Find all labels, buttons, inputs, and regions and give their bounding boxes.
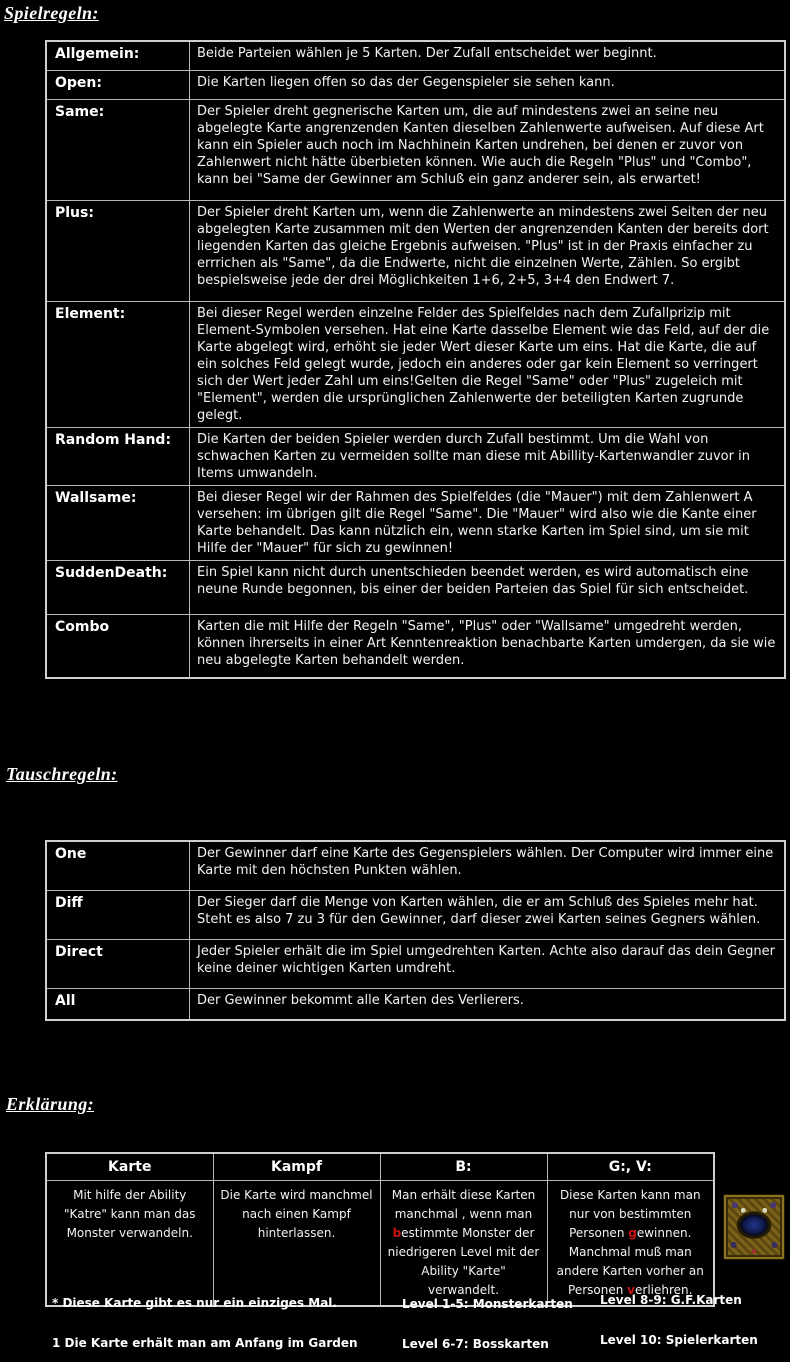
rule-label: Same: <box>46 100 190 201</box>
rule-row <box>46 201 785 302</box>
erklaerung-cell-karte <box>46 1181 213 1307</box>
rule-row <box>46 100 785 201</box>
card-back-image <box>723 1194 785 1260</box>
footnote-level-10: Level 10: Spielerkarten <box>600 1333 758 1347</box>
rule-row <box>46 486 785 561</box>
footnote-level-1-5: Level 1-5: Monsterkarten <box>402 1297 573 1311</box>
trade-rule-row <box>46 989 785 1021</box>
footnote-level-6-7: Level 6-7: Bosskarten <box>402 1337 549 1351</box>
cell-text: estimmte Monster der niedrigeren Level mit der Ability "Karte" verwandelt. <box>387 1226 540 1297</box>
spielregeln-table <box>45 40 786 679</box>
erklaerung-cell-gv <box>547 1181 714 1307</box>
trade-rule-row <box>46 891 785 940</box>
rule-text: Die Karten liegen offen so das der Gegenspieler sie sehen kann. <box>190 71 786 100</box>
rule-label: Open: <box>46 71 190 100</box>
column-header-karte: Karte <box>46 1153 213 1181</box>
footnote-garden-card: 1 Die Karte erhält man am Anfang im Garden <box>52 1336 358 1350</box>
rule-label: Combo <box>46 615 190 679</box>
rule-text: Ein Spiel kann nicht durch unentschieden beendet werden, es wird automatisch eine neune Runde begonnen, bis einer der beiden Parteien das Spiel für sich entscheidet. <box>190 561 786 615</box>
erklaerung-cell-b <box>380 1181 547 1307</box>
rule-text: Bei dieser Regel werden einzelne Felder des Spielfeldes nach dem Zufallprizip mit Element-Symbolen versehen. Hat eine Karte dasselbe Element wie das Feld, auf der die Karte abgelegt wird, erhöht sie jeder Wert dieser Karte um eins. Hat die Karte, die auf ein solches Feld gelegt wurde, jedoch ein anderes oder gar kein Element so verringert sich der Wert jeder Zahl um eins!Gelten die Regel "Same" oder "Plus" zugeleich mit "Element", werden die ursprünglichen Zahlenwerte der beteiligten Karten zugrunde gelegt. <box>190 302 786 428</box>
cell-text: erliehren. <box>635 1283 693 1297</box>
trade-rule-label: One <box>46 841 190 891</box>
trade-rule-label: All <box>46 989 190 1021</box>
rule-text: Der Spieler dreht Karten um, wenn die Zahlenwerte an mindestens zwei Seiten der neu abgelegten Karte zusammen mit den Werten der angrenzenden Kanten der bereits dort liegenden Karten das gleiche Ergebnis aufweisen. "Plus" ist in der Praxis einfacher zu errrichen als "Same", da die Endwerte, nicht die einzelnen Werte, Zählen. So ergibt bespielsweise jede der drei Möglichkeiten 1+6, 2+5, 3+4 den Endwert 7. <box>190 201 786 302</box>
rule-text: Der Spieler dreht gegnerische Karten um, die auf mindestens zwei an seine neu abgelegte Karte angrenzenden Kanten dieselben Zahlenwerte aufweisen. Auf diese Art kann ein Spieler auch noch im Nachhinein Karten undrehen, bei denen er zuvor von Zahlenwert nicht hätte überbieten können. Wie auch die Regeln "Plus" und "Combo", kann bei "Same der Gewinner am Schluß ein ganz anderer sein, als erwartet! <box>190 100 786 201</box>
footnote-level-8-9: Level 8-9: G.F.Karten <box>600 1293 742 1307</box>
erklaerung-body-row <box>46 1181 714 1307</box>
rule-row <box>46 41 785 71</box>
rule-text: Die Karten der beiden Spieler werden durch Zufall bestimmt. Um die Wahl von schwachen Karten zu vermeiden sollte man diese mit Abillity-Kartenwandler zuvor in Items umwandeln. <box>190 428 786 486</box>
erklaerung-table <box>45 1152 715 1307</box>
red-letter: v <box>627 1283 635 1297</box>
rule-label: Random Hand: <box>46 428 190 486</box>
footnote-unique-card: * Diese Karte gibt es nur ein einziges Mal. <box>52 1296 337 1310</box>
trade-rule-text: Der Gewinner bekommt alle Karten des Verlierers. <box>190 989 786 1021</box>
cell-text: Mit hilfe der Ability "Katre" kann man das Monster verwandeln. <box>64 1188 196 1240</box>
heading-erklaerung: Erklärung: <box>6 1094 95 1114</box>
rule-row <box>46 71 785 100</box>
rule-row <box>46 615 785 679</box>
red-letter: g <box>628 1226 637 1240</box>
rule-row <box>46 302 785 428</box>
trade-rule-label: Direct <box>46 940 190 989</box>
trade-rule-row <box>46 940 785 989</box>
erklaerung-header-row <box>46 1153 714 1181</box>
trade-rule-text: Der Sieger darf die Menge von Karten wählen, die er am Schluß des Spieles mehr hat. Steht es also 7 zu 3 für den Gewinner, darf dieser zwei Karten seines Gegners wählen. <box>190 891 786 940</box>
cell-text: Die Karte wird manchmel nach einen Kampf hinterlassen. <box>220 1188 373 1240</box>
rule-label: Wallsame: <box>46 486 190 561</box>
rule-label: SuddenDeath: <box>46 561 190 615</box>
heading-spielregeln: Spielregeln: <box>4 3 99 23</box>
heading-tauschregeln: Tauschregeln: <box>6 764 118 784</box>
column-header-b: B: <box>380 1153 547 1181</box>
rule-label: Allgemein: <box>46 41 190 71</box>
tauschregeln-table <box>45 840 786 1021</box>
erklaerung-cell-kampf <box>213 1181 380 1307</box>
red-letter: b <box>392 1226 402 1240</box>
rule-text: Beide Parteien wählen je 5 Karten. Der Zufall entscheidet wer beginnt. <box>190 41 786 71</box>
trade-rule-text: Jeder Spieler erhält die im Spiel umgedrehten Karten. Achte also darauf das dein Gegner keine deiner wichtigen Karten umdreht. <box>190 940 786 989</box>
cell-text: ewinnen. Manchmal muß man andere Karten vorher an Personen <box>556 1226 704 1297</box>
rule-text: Bei dieser Regel wir der Rahmen des Spielfeldes (die "Mauer") mit dem Zahlenwert A versehen: im übrigen gilt die Regel "Same". Die "Mauer" wird also wie die Kante einer Karte behandelt. Das kann nützlich ein, wenn starke Karten im Spiel sind, um sie mit Hilfe der "Mauer" für sich zu gewinnen! <box>190 486 786 561</box>
cell-text: Diese Karten kann man nur von bestimmten Personen <box>559 1188 701 1240</box>
column-header-gv: G:, V: <box>547 1153 714 1181</box>
trade-rule-row <box>46 841 785 891</box>
rule-text: Karten die mit Hilfe der Regeln "Same", "Plus" oder "Wallsame" umgedreht werden, können ihrerseits in einer Art Kenntenreaktion benachbarte Karten umdergen, da sie wie neu abgelegte Karten behandelt werden. <box>190 615 786 679</box>
rule-label: Plus: <box>46 201 190 302</box>
rule-row <box>46 428 785 486</box>
cell-text: Man erhält diese Karten manchmal , wenn man <box>391 1188 536 1221</box>
trade-rule-text: Der Gewinner darf eine Karte des Gegenspielers wählen. Der Computer wird immer eine Karte mit den höchsten Punkten wählen. <box>190 841 786 891</box>
trade-rule-label: Diff <box>46 891 190 940</box>
column-header-kampf: Kampf <box>213 1153 380 1181</box>
rule-row <box>46 561 785 615</box>
rule-label: Element: <box>46 302 190 428</box>
